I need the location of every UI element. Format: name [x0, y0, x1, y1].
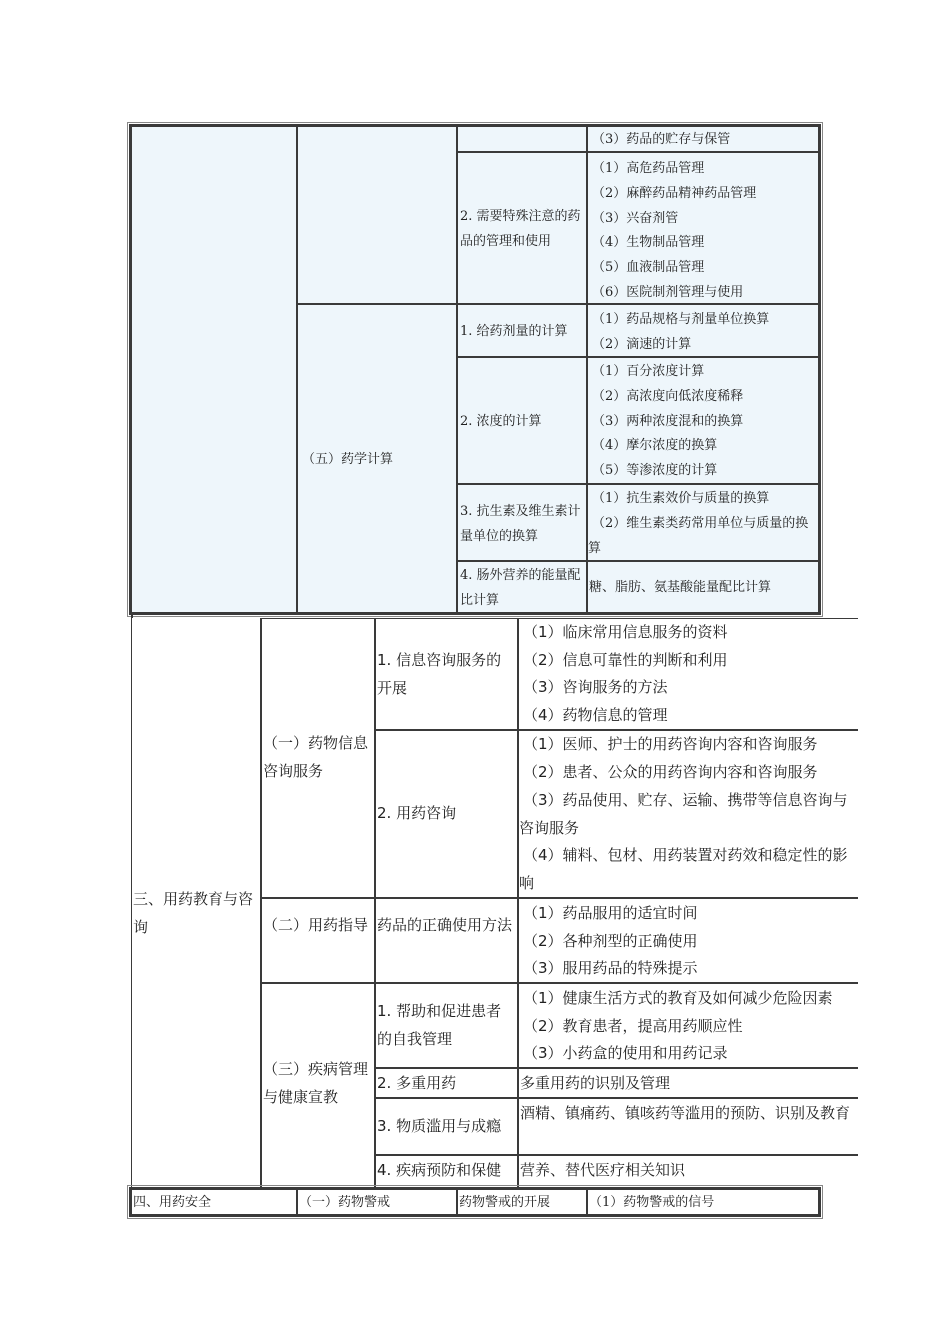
detail-line: （1）健康生活方式的教育及如何减少危险因素	[523, 989, 833, 1007]
topic-label: 4. 疾病预防和保健	[377, 1161, 502, 1179]
detail-line: （2）信息可靠性的判断和利用	[523, 651, 728, 669]
section-cell-empty	[131, 126, 297, 613]
detail-line: （2）维生素类药常用单位与质量的换算	[588, 516, 809, 556]
topic-cell	[375, 618, 518, 730]
detail-line: （6）医院制剂管理与使用	[592, 285, 744, 300]
detail-line: （1）药品规格与剂量单位换算	[592, 312, 770, 327]
topic-label: 2. 浓度的计算	[460, 414, 542, 429]
topic-label: 1. 给药剂量的计算	[460, 324, 568, 339]
detail-line: 多重用药的识别及管理	[520, 1074, 671, 1092]
topic-label: 1. 信息咨询服务的开展	[377, 651, 502, 697]
unit-cell	[297, 1189, 457, 1215]
detail-cell	[587, 126, 819, 152]
unit-cell	[261, 983, 375, 1187]
detail-line: （3）兴奋剂管	[592, 211, 679, 226]
unit-label: （一）药物警戒	[299, 1195, 391, 1210]
detail-cell	[518, 1155, 858, 1187]
detail-line: （2）患者、公众的用药咨询内容和咨询服务	[523, 763, 818, 781]
detail-cell	[518, 1098, 858, 1155]
section-title: 三、用药教育与咨询	[133, 890, 254, 936]
topic-cell	[457, 152, 587, 304]
detail-line: （2）高浓度向低浓度稀释	[592, 389, 744, 404]
topic-cell	[375, 1098, 518, 1155]
detail-line: （1）抗生素效价与质量的换算	[592, 491, 770, 506]
detail-line: （1）高危药品管理	[592, 161, 705, 176]
detail-line: （1）医师、护士的用药咨询内容和咨询服务	[523, 735, 818, 753]
detail-line: 糖、脂肪、氨基酸能量配比计算	[589, 580, 772, 595]
detail-line: （5）等渗浓度的计算	[592, 463, 718, 478]
topic-cell-empty	[457, 126, 587, 152]
detail-cell	[587, 152, 819, 304]
detail-cell	[587, 1189, 819, 1215]
unit-cell-calc	[297, 304, 457, 613]
topic-cell	[457, 357, 587, 484]
unit-label: （三）疾病管理与健康宣教	[263, 1060, 369, 1106]
detail-line: 酒精、镇痛药、镇咳药等滥用的预防、识别及教育	[520, 1104, 851, 1122]
detail-cell	[518, 983, 858, 1068]
detail-line: （5）血液制品管理	[592, 260, 705, 275]
detail-line: （3）服用药品的特殊提示	[523, 959, 698, 977]
detail-line: （4）药物信息的管理	[523, 706, 668, 724]
topic-cell	[375, 898, 518, 983]
detail-line: （4）辅料、包材、用药装置对药效和稳定性的影响	[519, 846, 848, 892]
unit-label: （二）用药指导	[263, 916, 369, 934]
section-title-cell	[131, 1189, 297, 1215]
unit-label: （一）药物信息咨询服务	[263, 734, 369, 780]
unit-cell	[261, 898, 375, 983]
detail-line: （1）药物警戒的信号	[589, 1195, 715, 1210]
detail-line: 营养、替代医疗相关知识	[520, 1161, 686, 1179]
detail-line: （1）临床常用信息服务的资料	[523, 623, 728, 641]
detail-line: （3）药品的贮存与保管	[592, 132, 731, 147]
topic-cell	[457, 561, 587, 613]
detail-cell	[518, 618, 858, 730]
section-title: 四、用药安全	[133, 1195, 212, 1210]
topic-label: 药品的正确使用方法	[377, 916, 513, 934]
detail-cell	[587, 484, 819, 561]
topic-label: 2. 用药咨询	[377, 804, 457, 822]
detail-line: （2）滴速的计算	[592, 337, 692, 352]
topic-label: 药物警戒的开展	[459, 1195, 551, 1210]
unit-cell-empty	[297, 126, 457, 304]
detail-line: （1）百分浓度计算	[592, 364, 705, 379]
detail-line: （3）药品使用、贮存、运输、携带等信息咨询与咨询服务	[519, 791, 848, 837]
topic-cell	[375, 1068, 518, 1098]
topic-cell	[375, 983, 518, 1068]
detail-line: （2）麻醉药品精神药品管理	[592, 186, 757, 201]
detail-line: （3）咨询服务的方法	[523, 678, 668, 696]
detail-line: （3）两种浓度混和的换算	[592, 414, 744, 429]
unit-label: （五）药学计算	[302, 452, 394, 467]
topic-cell	[457, 484, 587, 561]
topic-cell	[457, 1189, 587, 1215]
topic-cell	[457, 304, 587, 357]
detail-cell	[587, 357, 819, 484]
detail-cell	[518, 898, 858, 983]
detail-line: （1）药品服用的适宜时间	[523, 904, 698, 922]
topic-label: 2. 需要特殊注意的药品的管理和使用	[460, 209, 581, 249]
section-title-cell	[131, 618, 261, 1187]
detail-line: （3）小药盒的使用和用药记录	[523, 1044, 728, 1062]
topic-label: 3. 物质滥用与成瘾	[377, 1117, 502, 1135]
topic-label: 3. 抗生素及维生素计量单位的换算	[460, 504, 581, 544]
topic-label: 1. 帮助和促进患者的自我管理	[377, 1002, 502, 1048]
detail-cell	[518, 730, 858, 898]
topic-cell	[375, 1155, 518, 1187]
detail-line: （2）教育患者，提高用药顺应性	[523, 1017, 743, 1035]
detail-line: （4）生物制品管理	[592, 235, 705, 250]
topic-label: 4. 肠外营养的能量配比计算	[460, 568, 581, 608]
unit-cell	[261, 618, 375, 898]
detail-cell	[587, 561, 819, 613]
detail-cell	[587, 304, 819, 357]
detail-line: （4）摩尔浓度的换算	[592, 438, 718, 453]
topic-cell	[375, 730, 518, 898]
detail-line: （2）各种剂型的正确使用	[523, 932, 698, 950]
topic-label: 2. 多重用药	[377, 1074, 457, 1092]
detail-cell	[518, 1068, 858, 1098]
